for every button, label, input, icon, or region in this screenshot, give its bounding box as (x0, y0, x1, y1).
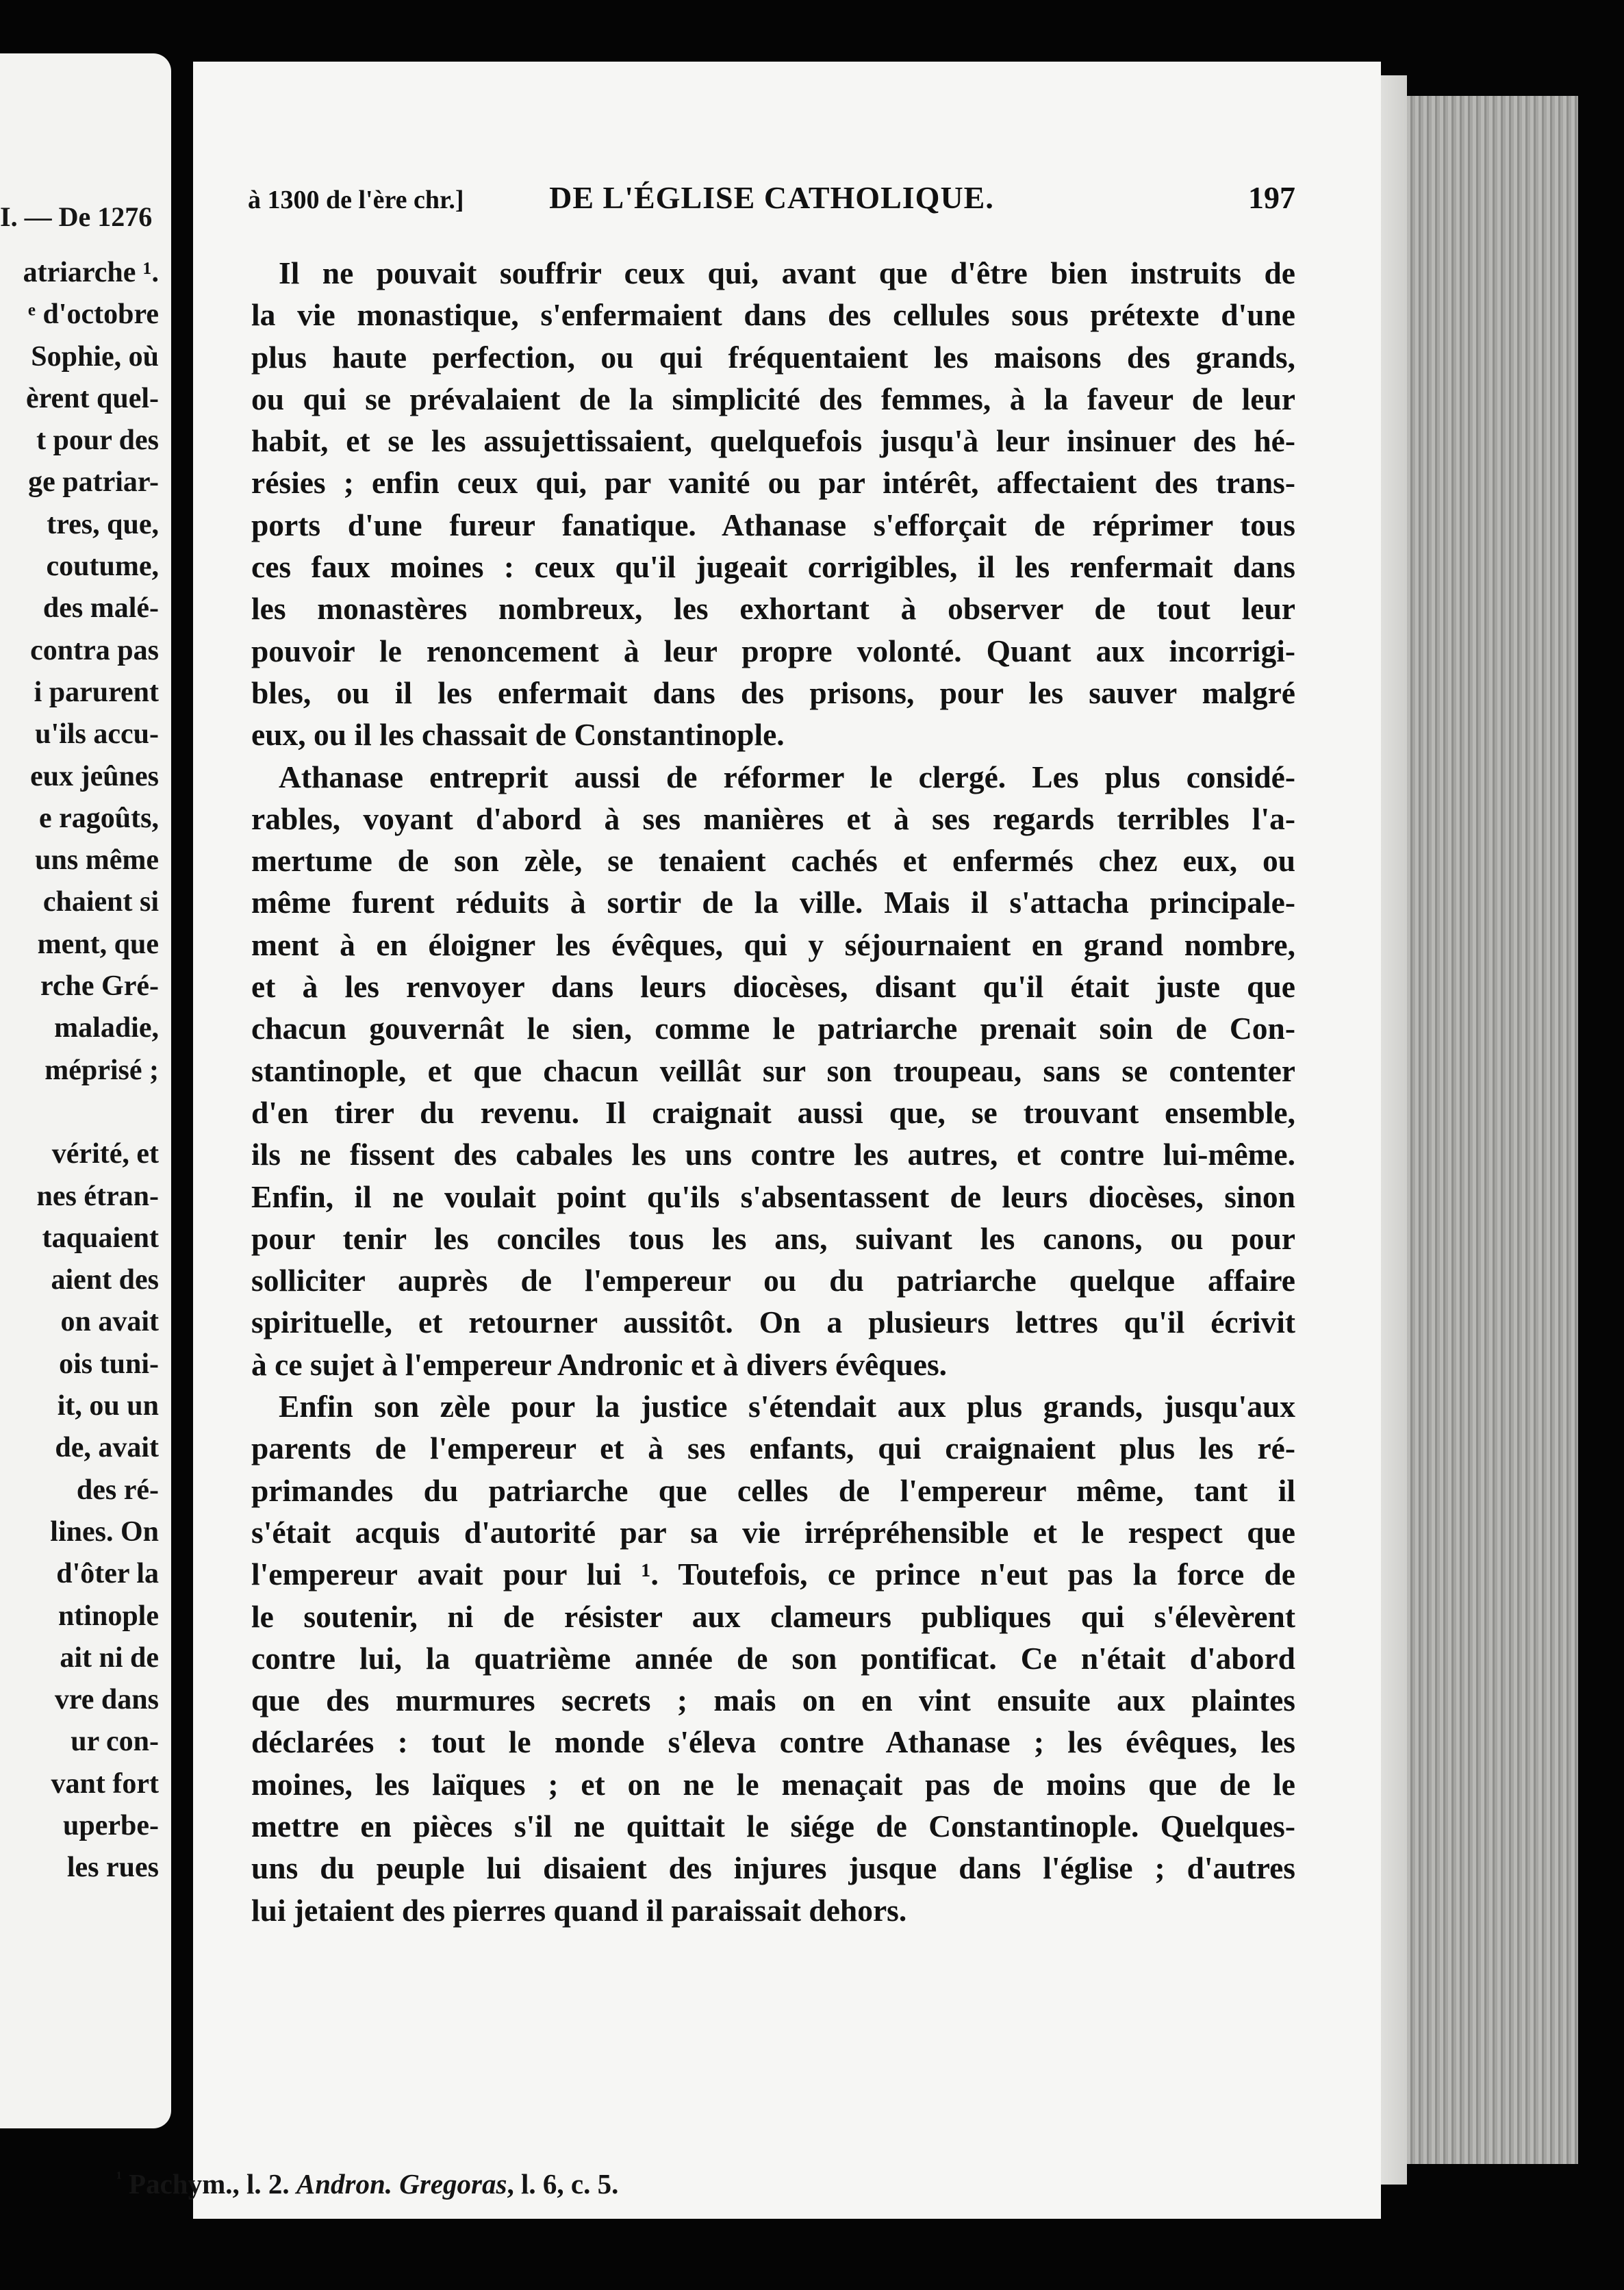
text-line: ou qui se prévalaient de la simplicité des femmes, à la faveur de leur (251, 381, 1295, 416)
text-line: pour tenir les conciles tous les ans, suivant les canons, ou pour (251, 1220, 1295, 1256)
previous-page-fragment (0, 53, 171, 2128)
previous-page-line (23, 1092, 159, 1133)
text-line: les monastères nombreux, les exhortant à observer de tout leur (251, 591, 1295, 627)
previous-page-header: I. — De 1276 (0, 201, 153, 232)
text-line: ils ne fissent des cabales les uns contre les autres, et contre lui-même. (251, 1137, 1295, 1172)
text-line: solliciter auprès de l'empereur ou du patriarche quelque affaire (251, 1263, 1295, 1298)
text-line: ports d'une fureur fanatique. Athanase s'efforçait de réprimer tous (251, 507, 1295, 542)
text-line: résies ; enfin ceux qui, par vanité ou par intérêt, affectaient des trans- (251, 465, 1295, 501)
previous-page-line: ait ni de (60, 1641, 159, 1674)
previous-page-lines (23, 252, 159, 1889)
text-line: et à les renvoyer dans leurs diocèses, disant qu'il était juste que (251, 969, 1295, 1005)
previous-page-line: uns même (35, 844, 159, 877)
previous-page-line: u'ils accu- (35, 718, 159, 751)
text-line: Enfin son zèle pour la justice s'étendait aux plus grands, jusqu'aux (279, 1389, 1295, 1424)
previous-page-line: tres, que, (47, 508, 159, 540)
previous-page-line: vant fort (51, 1767, 159, 1800)
previous-page-line: i parurent (34, 676, 159, 708)
previous-page-line: contra pas (30, 634, 159, 666)
previous-page-line: ge patriar- (28, 466, 159, 499)
previous-page-line: on avait (60, 1306, 159, 1338)
book-page (193, 62, 1381, 2219)
previous-page-line: d'ôter la (56, 1558, 159, 1590)
text-line: déclarées : tout le monde s'éleva contre Athanase ; les évêques, les (251, 1724, 1295, 1760)
text-line: mertume de son zèle, se tenaient cachés et enfermés chez eux, ou (251, 843, 1295, 879)
previous-page-line: Sophie, où (31, 340, 159, 373)
footnote-text: Pachym., l. 2. (129, 2168, 296, 2200)
previous-page-line: maladie, (54, 1012, 159, 1044)
text-line: Athanase entreprit aussi de réformer le clergé. Les plus considé- (279, 759, 1295, 794)
text-line: l'empereur avait pour lui ¹. Toutefois, ce prince n'eut pas la force de (251, 1557, 1295, 1592)
text-line: mettre en pièces s'il ne quittait le siége de Constantinople. Quelques- (251, 1808, 1295, 1844)
previous-page-line: des ré- (76, 1474, 159, 1506)
text-line: bles, ou il les enfermait dans des prisons, pour les sauver malgré (251, 675, 1295, 710)
text-line: contre lui, la quatrième année de son pontificat. Ce n'était d'abord (251, 1640, 1295, 1676)
text-line: même furent réduits à sortir de la ville. Mais il s'attacha principale- (251, 885, 1295, 920)
text-line: ment à en éloigner les évêques, qui y séjournaient en grand nombre, (251, 927, 1295, 962)
previous-page-line: de, avait (55, 1432, 159, 1464)
text-line: s'était acquis d'autorité par sa vie irrépréhensible et le respect que (251, 1514, 1295, 1550)
text-line: à ce sujet à l'empereur Andronic et à divers évêques. (251, 1346, 948, 1382)
previous-page-line: lines. On (50, 1515, 159, 1548)
text-line: lui jetaient des pierres quand il paraissait dehors. (251, 1892, 907, 1928)
text-line: parents de l'empereur et à ses enfants, qui craignaient plus les ré- (251, 1431, 1295, 1466)
text-line: stantinople, et que chacun veillât sur son troupeau, sans se contenter (251, 1053, 1295, 1088)
previous-page-line: méprisé ; (45, 1054, 159, 1086)
previous-page-line: ment, que (37, 928, 159, 960)
text-line: rables, voyant d'abord à ses manières et à ses regards terribles l'a- (251, 801, 1295, 836)
previous-page-line: coutume, (46, 551, 159, 583)
previous-page-line: des malé- (42, 592, 159, 625)
running-head (248, 179, 1295, 221)
text-line: pouvoir le renoncement à leur propre volonté. Quant aux incorrigi- (251, 633, 1295, 668)
previous-page-line: it, ou un (57, 1390, 159, 1422)
footnote-tail: , l. 6, c. 5. (507, 2168, 619, 2200)
text-line: moines, les laïques ; et on ne le menaçait pas de moins que de le (251, 1766, 1295, 1802)
text-line: spirituelle, et retourner aussitôt. On a plusieurs lettres qu'il écrivit (251, 1305, 1295, 1340)
text-line: d'en tirer du revenu. Il craignait aussi que, se trouvant ensemble, (251, 1094, 1295, 1130)
text-line: plus haute perfection, ou qui fréquentaient les maisons des grands, (251, 339, 1295, 375)
previous-page-line: vérité, et (51, 1138, 159, 1170)
text-line: Il ne pouvait souffrir ceux qui, avant que d'être bien instruits de (279, 255, 1295, 290)
footnote (116, 2167, 618, 2200)
text-line: ces faux moines : ceux qu'il jugeait corrigibles, il les renfermait dans (251, 549, 1295, 585)
page-number: 197 (1248, 180, 1295, 215)
previous-page-line: uperbe- (63, 1809, 159, 1841)
previous-page-line: èrent quel- (25, 382, 159, 414)
footnote-marker: ¹ (116, 2167, 122, 2188)
previous-page-line: atriarche ¹. (23, 257, 159, 288)
text-line: chacun gouvernât le sien, comme le patriarche prenait soin de Con- (251, 1011, 1295, 1046)
previous-page-line: ntinople (58, 1600, 159, 1632)
running-head-left: à 1300 de l'ère chr.] (248, 186, 464, 214)
previous-page-line: ᵉ d'octobre (28, 299, 159, 331)
text-line: habit, et se les assujettissaient, quelquefois jusqu'à leur insinuer des hé- (251, 423, 1295, 459)
text-line: primandes du patriarche que celles de l'empereur même, tant il (251, 1472, 1295, 1508)
previous-page-line: aient des (51, 1264, 159, 1296)
previous-page-line: taquaient (42, 1222, 159, 1254)
body-text (251, 252, 1295, 1931)
previous-page-line: ur con- (71, 1726, 159, 1758)
previous-page-line: t pour des (36, 425, 159, 457)
previous-page-line: chaient si (42, 886, 159, 918)
text-line: le soutenir, ni de résister aux clameurs publiques qui s'élevèrent (251, 1598, 1295, 1634)
previous-page-line: vre dans (54, 1684, 159, 1716)
text-line: eux, ou il les chassait de Constantinople. (251, 717, 785, 753)
previous-page-line: ois tuni- (59, 1348, 159, 1380)
previous-page-line: nes étran- (36, 1180, 159, 1212)
previous-page-line: rche Gré- (40, 970, 159, 1003)
text-line: la vie monastique, s'enfermaient dans des cellules sous prétexte d'une (251, 297, 1295, 333)
previous-page-line: eux jeûnes (30, 760, 159, 792)
text-line: Enfin, il ne voulait point qu'ils s'absentassent de leurs diocèses, sinon (251, 1179, 1295, 1214)
previous-page-line: les rues (66, 1852, 159, 1884)
book-block-edge (1407, 96, 1578, 2164)
footnote-italic-text: Andron. Gregoras (296, 2168, 507, 2200)
text-line: que des murmures secrets ; mais on en vint ensuite aux plaintes (251, 1683, 1295, 1718)
running-head-title: DE L'ÉGLISE CATHOLIQUE. (549, 180, 994, 215)
text-line: uns du peuple lui disaient des injures jusque dans l'église ; d'autres (251, 1850, 1295, 1886)
previous-page-line: e ragoûts, (39, 802, 159, 834)
